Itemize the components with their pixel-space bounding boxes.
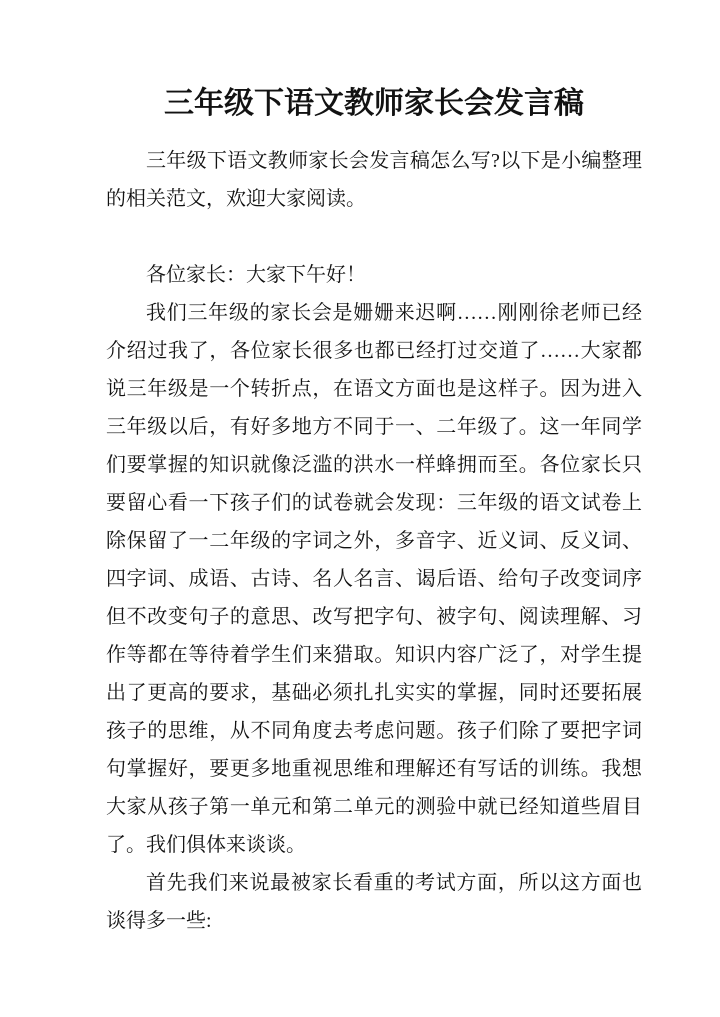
- paragraph-closing: 首先我们来说最被家长看重的考试方面，所以这方面也谈得多一些:: [106, 872, 642, 932]
- intro-paragraph: 三年级下语文教师家长会发言稿怎么写?以下是小编整理的相关范文，欢迎大家阅读。: [106, 150, 642, 210]
- paragraph-greeting: 各位家长：大家下午好！: [146, 264, 366, 286]
- document-title: 三年级下语文教师家长会发言稿: [164, 87, 584, 120]
- paragraph-body: 我们三年级的家长会是姗姗来迟啊……刚刚徐老师已经介绍过我了，各位家长很多也都已经打过交道了……大家都说三年级是一个转折点，在语文方面也是这样子。因为进入三年级以后，有好多地方不同于一、二年级了。这一年同学们要掌握的知识就像泛滥的洪水一样蜂拥而至。各位家长只要留心看一下孩子们的试卷就会发现：三年级的语文试卷上除保留了一二年级的字词之外，多音字、近义词、反义词、四字词、成语、古诗、名人名言、谒后语、给句子改变词序但不改变句子的意思、改写把字句、被字句、阅读理解、习作等都在等待着学生们来猎取。知识内容广泛了，对学生提出了更高的要求，基础必须扎扎实实的掌握，同时还要拓展孩子的思维，从不同角度去考虑问题。孩子们除了要把字词句掌握好，要更多地重视思维和理解还有写话的训练。我想大家从孩子第一单元和第二单元的测验中就已经知道些眉目了。我们俱体来谈谈。: [106, 302, 642, 856]
- blank-line: [106, 218, 642, 256]
